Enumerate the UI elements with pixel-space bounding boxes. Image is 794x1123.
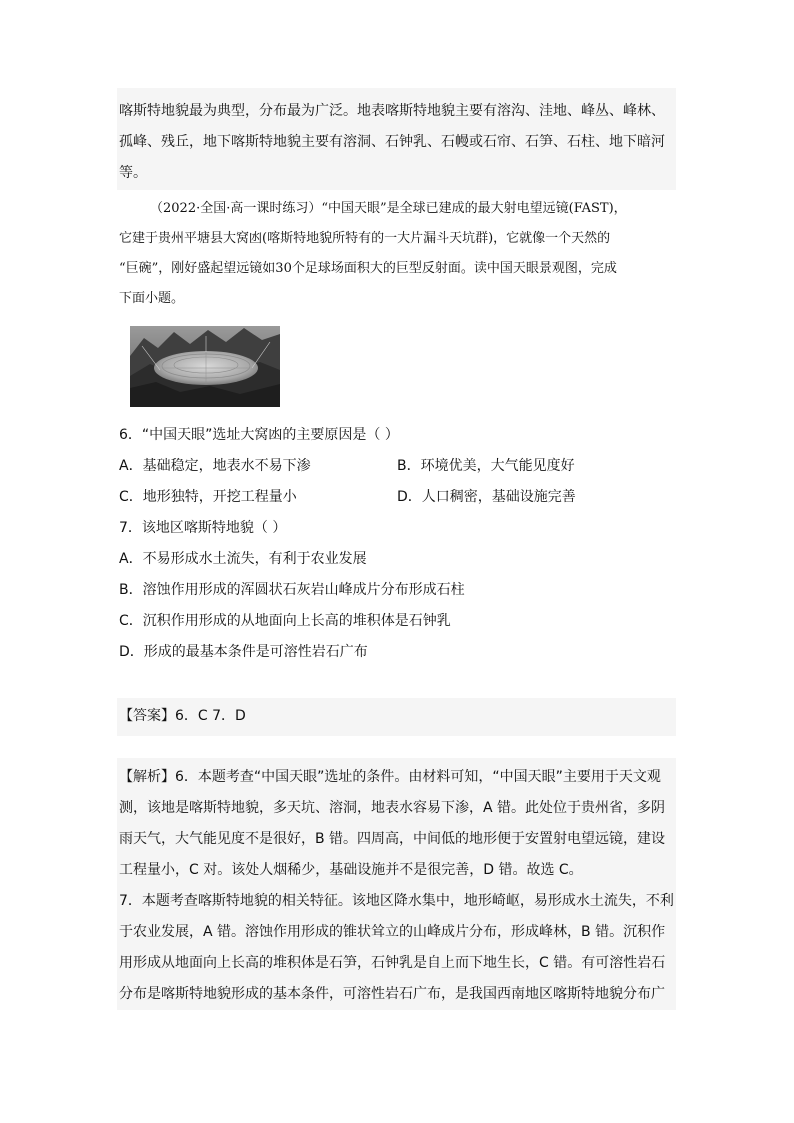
analysis-line-4: 工程量小，C 对。该处人烟稀少，基础设施并不是很完善，D 错。故选 C。 bbox=[119, 862, 583, 878]
q6-option-d: D．人口稠密，基础设施完善 bbox=[397, 489, 576, 505]
intro-line-1: 喀斯特地貌最为典型，分布最为广泛。地表喀斯特地貌主要有溶沟、洼地、峰丛、峰林、 bbox=[119, 103, 665, 119]
q7-option-b: B．溶蚀作用形成的浑圆状石灰岩山峰成片分布形成石柱 bbox=[119, 582, 465, 598]
answer-line bbox=[119, 706, 246, 726]
analysis-line-8: 分布是喀斯特地貌形成的基本条件，可溶性岩石广布，是我国西南地区喀斯特地貌分布广 bbox=[119, 986, 665, 1002]
q6-option-c: C．地形独特，开挖工程量小 bbox=[119, 489, 297, 505]
analysis-line-5: 7．本题考查喀斯特地貌的相关特征。该地区降水集中，地形崎岖，易形成水土流失，不利 bbox=[119, 893, 674, 909]
q7-option-c: C．沉积作用形成的从地面向上长高的堆积体是石钟乳 bbox=[119, 613, 451, 629]
q6-option-a: A．基础稳定，地表水不易下渗 bbox=[119, 458, 311, 474]
material-line-3: “巨碗”，刚好盛起望远镜如30个足球场面积大的巨型反射面。读中国天眼景观图，完成 bbox=[119, 261, 617, 276]
intro-line-3: 等。 bbox=[119, 165, 147, 181]
q6-option-b: B．环境优美，大气能见度好 bbox=[397, 458, 575, 474]
analysis-line-3: 雨天气，大气能见度不是很好，B 错。四周高，中间低的地形便于安置射电望远镜，建设 bbox=[119, 831, 666, 847]
analysis-line-1 bbox=[119, 767, 674, 787]
q7-option-d: D．形成的最基本条件是可溶性岩石广布 bbox=[119, 644, 368, 660]
material-line-1: （2022·全国·高一课时练习）“中国天眼”是全球已建成的最大射电望远镜(FAST)， bbox=[150, 201, 627, 216]
answer-label: 【答案】 bbox=[119, 708, 175, 724]
q7-option-a: A．不易形成水土流失，有利于农业发展 bbox=[119, 551, 367, 567]
analysis-line-7: 用形成从地面向上长高的堆积体是石笋，石钟乳是自上而下地生长，C 错。有可溶性岩石 bbox=[119, 955, 666, 971]
q6-stem: 6．“中国天眼”选址大窝凼的主要原因是（ ） bbox=[119, 427, 399, 443]
material-line-2: 它建于贵州平塘县大窝凼(喀斯特地貌所特有的一大片漏斗天坑群)，它就像一个天然的 bbox=[119, 231, 611, 246]
analysis-line-2: 测，该地是喀斯特地貌，多天坑、溶洞，地表水容易下渗，A 错。此处位于贵州省，多阴 bbox=[119, 800, 666, 816]
analysis-text-1: 6．本题考查“中国天眼”选址的条件。由材料可知，“中国天眼”主要用于天文观 bbox=[175, 769, 661, 785]
answer-text: 6．C 7．D bbox=[175, 708, 246, 724]
material-line-4: 下面小题。 bbox=[119, 291, 185, 306]
intro-line-2: 孤峰、残丘，地下喀斯特地貌主要有溶洞、石钟乳、石幔或石帘、石笋、石柱、地下暗河 bbox=[119, 134, 665, 150]
analysis-line-6: 于农业发展，A 错。溶蚀作用形成的锥状耸立的山峰成片分布，形成峰林，B 错。沉积作 bbox=[119, 924, 666, 940]
analysis-label: 【解析】 bbox=[119, 769, 175, 785]
q7-stem: 7．该地区喀斯特地貌（ ） bbox=[119, 520, 287, 536]
fast-telescope-photo bbox=[130, 326, 280, 407]
